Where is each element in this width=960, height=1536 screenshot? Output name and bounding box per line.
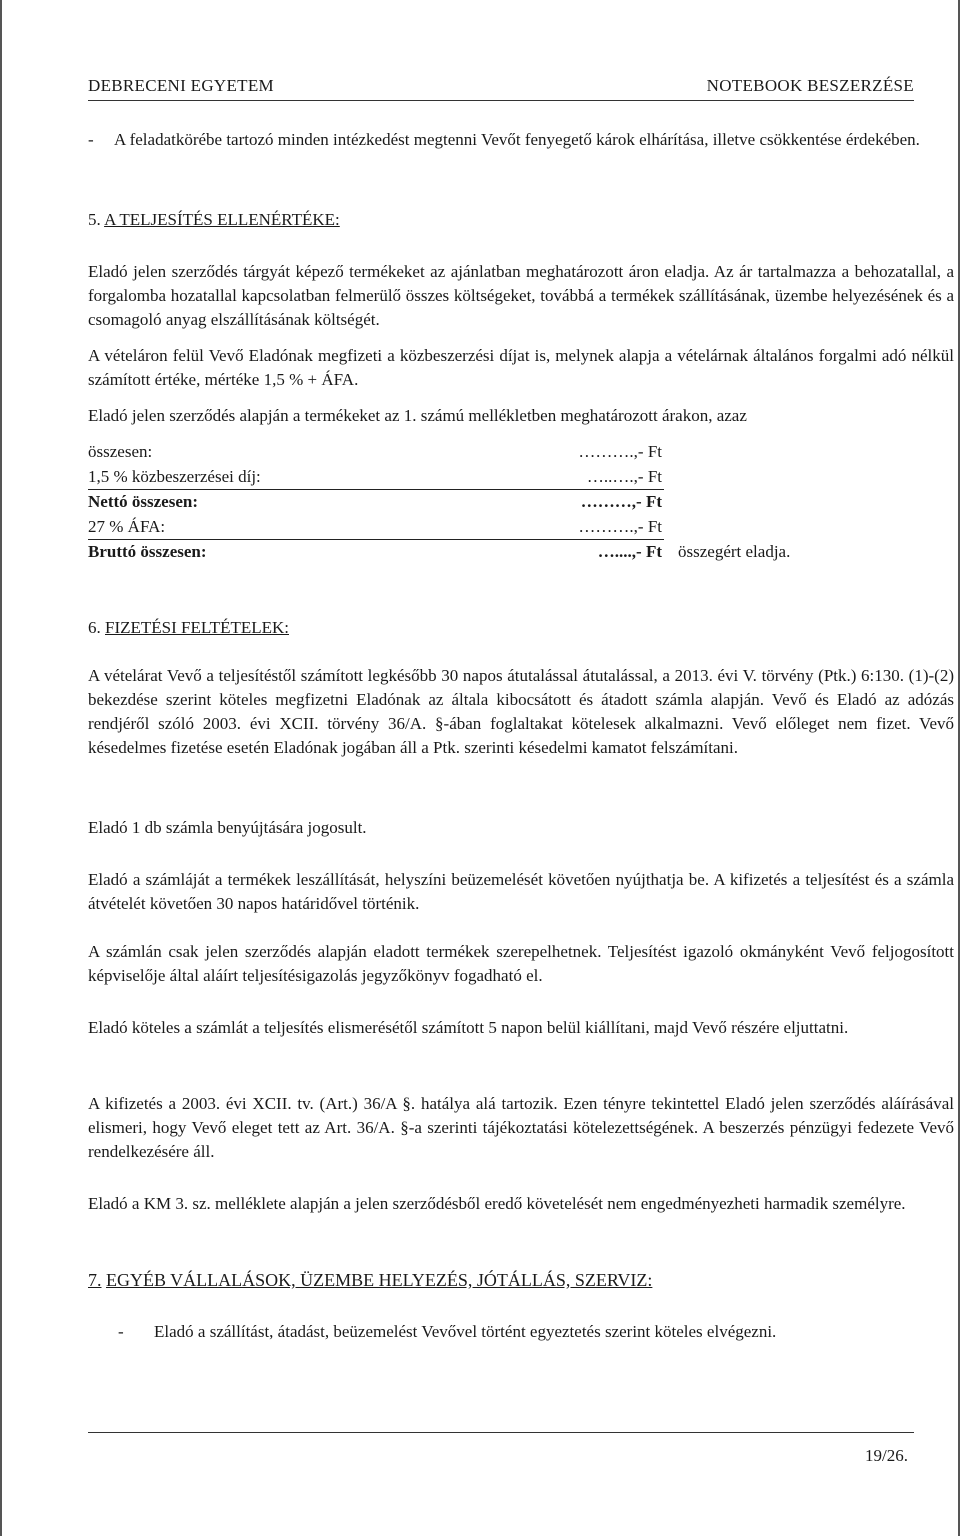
list-item-text: Eladó a szállítást, átadást, beüzemelést Vevővel történt egyeztetés szerint köteles elvégezni.: [154, 1322, 777, 1341]
header-left: DEBRECENI EGYETEM: [88, 76, 274, 95]
header-right: NOTEBOOK BESZERZÉSE: [706, 76, 914, 95]
section-title: A TELJESÍTÉS ELLENÉRTÉKE:: [104, 210, 340, 229]
price-value: …....,- Ft: [597, 542, 662, 561]
section-5-paragraph-3: Eladó jelen szerződés alapján a termékeket az 1. számú mellékletben meghatározott árakon, azaz: [88, 406, 747, 425]
section-6-paragraph-7: Eladó a KM 3. sz. melléklete alapján a jelen szerződésből eredő követelését nem engedményezheti harmadik személyre.: [88, 1194, 906, 1213]
list-item-text: A feladatkörébe tartozó minden intézkedést megtenni Vevőt fenyegető károk elhárítása, illetve csökkentése érdekében.: [114, 130, 920, 149]
section-5-heading: [88, 208, 954, 232]
section-7-list-item: [88, 1320, 954, 1344]
section-title: EGYÉB VÁLLALÁSOK, ÜZEMBE HELYEZÉS, JÓTÁLLÁS, SZERVIZ:: [106, 1270, 653, 1290]
price-value: …..….,- Ft: [586, 467, 662, 486]
price-row-total: [88, 440, 848, 465]
price-suffix: összegért eladja.: [678, 542, 791, 561]
price-table: [88, 440, 848, 565]
list-bullet: -: [118, 1322, 124, 1341]
intro-list-item: [88, 128, 954, 152]
price-label: Nettó összesen:: [88, 492, 198, 511]
page-number: 19/26.: [865, 1446, 908, 1465]
section-number: 5.: [88, 210, 101, 229]
section-6-paragraph-2: Eladó 1 db számla benyújtására jogosult.: [88, 818, 367, 837]
price-label: 1,5 % közbeszerzései díj:: [88, 467, 261, 486]
section-6-paragraph-1: A vételárat Vevő a teljesítéstől számított legkésőbb 30 napos átutalással átutalással, a 2013. évi V. törvény (Ptk.) 6:130. (1)-(2) bekezdése szerint köteles megfizetni Eladónak az általa kibocsátott és átadott számla alapján. Vevő és Eladó az adózás rendjéről szóló 2003. évi XCII. törvény 36/A. §-ában foglaltakat kötelesek alkalmazni. Vevő előleget nem fizet. Vevő késedelmes fizetése esetén Eladónak jogában áll a Ptk. szerinti késedelmi kamatot felszámítani.: [88, 666, 954, 757]
price-row-fee: [88, 465, 664, 490]
price-label: 27 % ÁFA:: [88, 517, 166, 536]
price-row-vat: [88, 515, 664, 540]
section-7-heading: [88, 1268, 954, 1292]
list-bullet: -: [88, 130, 94, 149]
section-title: FIZETÉSI FELTÉTELEK:: [105, 618, 289, 637]
page-left-border: [0, 0, 2, 1536]
price-value: ………,- Ft: [580, 492, 662, 511]
section-number: 6.: [88, 618, 101, 637]
page-header: [88, 74, 914, 101]
price-row-net: [88, 490, 848, 515]
footer-rule: [88, 1432, 914, 1433]
section-number: 7.: [88, 1270, 102, 1290]
section-5-paragraph-1: Eladó jelen szerződés tárgyát képező termékeket az ajánlatban meghatározott áron eladja. Az ár tartalmazza a behozatallal, a forgalomba hozatallal kapcsolatban felmerülő összes költségeket, továbbá a termékek szállításának, üzembe helyezésének és a csomagoló anyag elszállításának költségét.: [88, 262, 954, 329]
section-5-paragraph-2: A vételáron felül Vevő Eladónak megfizeti a közbeszerzési díjat is, melynek alapja a vételárnak általános forgalmi adó nélkül számított értéke, mértéke 1,5 % + ÁFA.: [88, 346, 954, 389]
price-value: ……….,- Ft: [578, 442, 662, 461]
section-6-paragraph-5: Eladó köteles a számlát a teljesítés elismerésétől számított 5 napon belül kiállítani, majd Vevő részére eljuttatni.: [88, 1018, 849, 1037]
price-label: Bruttó összesen:: [88, 542, 207, 561]
section-6-paragraph-6: A kifizetés a 2003. évi XCII. tv. (Art.) 36/A §. hatálya alá tartozik. Ezen tényre tekintettel Eladó jelen szerződés aláírásával elismeri, hogy Vevő eleget tett az Art. 36/A. §-a szerinti tájékoztatási kötelezettségének. A beszerzés pénzügyi fedezete Vevő rendelkezésére áll.: [88, 1094, 954, 1161]
price-label: összesen:: [88, 442, 153, 461]
section-6-heading: [88, 616, 954, 640]
section-6-paragraph-3: Eladó a számláját a termékek leszállítását, helyszíni beüzemelését követően nyújthatja be. A kifizetés a teljesítést és a számla átvételét követően 30 napos határidővel történik.: [88, 870, 954, 913]
price-value: ……….,- Ft: [578, 517, 662, 536]
price-row-gross: [88, 540, 848, 565]
section-6-paragraph-4: A számlán csak jelen szerződés alapján eladott termékek szerepelhetnek. Teljesítést igazoló okmányként Vevő feljogosított képviselője által aláírt teljesítésigazolás jegyzőkönyv fogadható el.: [88, 942, 954, 985]
